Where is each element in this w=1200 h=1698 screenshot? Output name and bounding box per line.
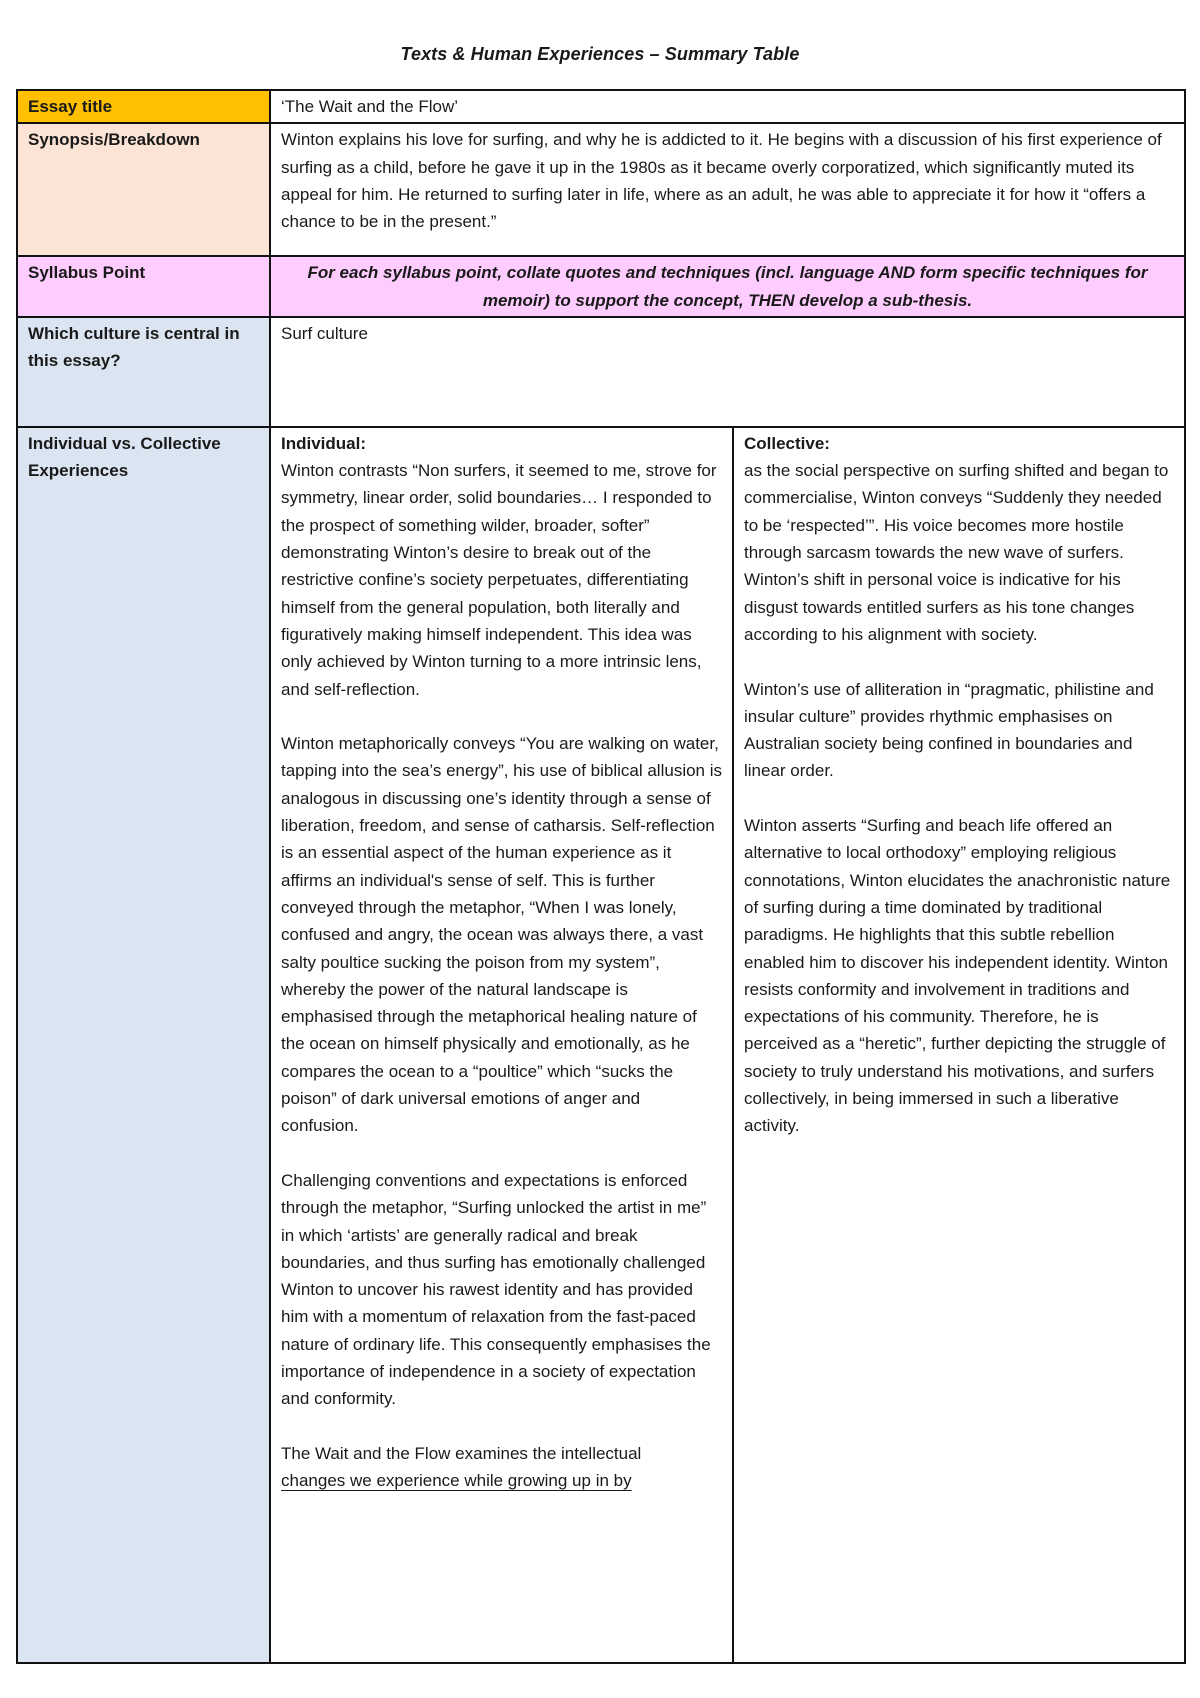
summary-table — [16, 89, 1186, 1664]
row-culture — [17, 317, 1185, 427]
individual-paragraph: Challenging conventions and expectations is enforced through the metaphor, “Surfing unlocked the artist in me” in which ‘artists’ are generally radical and break boundaries, and thus surfing has emotionally challenged Winton to uncover his rawest identity and has provided him with a momentum of relaxation from the fast-paced nature of ordinary life. This consequently emphasises the importance of independence in a society of expectation and conformity. — [281, 1170, 711, 1409]
individual-heading: Individual: — [281, 433, 366, 453]
row-syllabus-point — [17, 256, 1185, 317]
collective-heading: Collective: — [744, 433, 830, 453]
collective-paragraph: as the social perspective on surfing shifted and began to commercialise, Winton conveys “Suddenly they needed to be ‘respected’”. His voice becomes more hostile through sarcasm towards the new wave of surfers. Winton’s shift in personal voice is indicative for his disgust towards entitled surfers as his tone changes according to his alignment with society. — [744, 461, 1169, 644]
experiences-label: Individual vs. Collective Experiences — [17, 427, 270, 1663]
essay-title-value: ‘The Wait and the Flow’ — [270, 90, 1185, 123]
individual-closing-paragraph — [281, 1440, 722, 1495]
collective-column — [733, 427, 1185, 1663]
closing-line-1: The Wait and the Flow examines the intellectual — [281, 1443, 642, 1463]
row-experiences — [17, 427, 1185, 1663]
individual-column — [270, 427, 733, 1663]
individual-paragraph: Winton metaphorically conveys “You are walking on water, tapping into the sea’s energy”, his use of biblical allusion is analogous in discussing one’s identity through a sense of liberation, freedom, and sense of catharsis. Self-reflection is an essential aspect of the human experience as it affirms an individual's sense of self. This is further conveyed through the metaphor, “When I was lonely, confused and angry, the ocean was always there, a vast salty poultice sucking the poison from my system”, whereby the power of the natural landscape is emphasised through the metaphorical healing nature of the ocean on himself physically and emotionally, as he compares the ocean to a “poultice” which “sucks the poison” of dark universal emotions of anger and confusion. — [281, 734, 723, 1136]
row-synopsis — [17, 123, 1185, 256]
synopsis-value: Winton explains his love for surfing, and why he is addicted to it. He begins with a discussion of his first experience of surfing as a child, before he gave it up in the 1980s as it became overly corporatized, which significantly muted its appeal for him. He returned to surfing later in life, where as an adult, he was able to appreciate it for how it “offers a chance to be in the present.” — [270, 123, 1185, 256]
individual-paragraph: Winton contrasts “Non surfers, it seemed to me, strove for symmetry, linear order, solid boundaries… I responded to the prospect of something wilder, broader, softer” demonstrating Winton’s desire to break out of the restrictive confine’s society perpetuates, differentiating himself from the general population, both literally and figuratively making himself independent. This idea was only achieved by Winton turning to a more intrinsic lens, and self-reflection. — [281, 461, 717, 699]
syllabus-point-label: Syllabus Point — [17, 256, 270, 317]
syllabus-instruction: For each syllabus point, collate quotes and techniques (incl. language AND form specific techniques for memoir) to support the concept, THEN develop a sub-thesis. — [270, 256, 1185, 317]
synopsis-label: Synopsis/Breakdown — [17, 123, 270, 256]
document-title: Texts & Human Experiences – Summary Table — [400, 44, 800, 64]
collective-paragraph: Winton’s use of alliteration in “pragmatic, philistine and insular culture” provides rhythmic emphasises on Australian society being confined in boundaries and linear order. — [744, 679, 1154, 781]
closing-line-2: changes we experience while growing up in by — [281, 1471, 632, 1491]
row-essay-title — [17, 90, 1185, 123]
culture-value: Surf culture — [270, 317, 1185, 427]
culture-label: Which culture is central in this essay? — [17, 317, 270, 427]
essay-title-label: Essay title — [17, 90, 270, 123]
collective-paragraph: Winton asserts “Surfing and beach life offered an alternative to local orthodoxy” employing religious connotations, Winton elucidates the anachronistic nature of surfing during a time dominated by traditional paradigms. He highlights that this subtle rebellion enabled him to discover his independent identity. Winton resists conformity and involvement in traditions and expectations of his community. Therefore, he is perceived as a “heretic”, further depicting the struggle of society to truly understand his motivations, and surfers collectively, in being immersed in such a liberative activity. — [744, 816, 1171, 1136]
